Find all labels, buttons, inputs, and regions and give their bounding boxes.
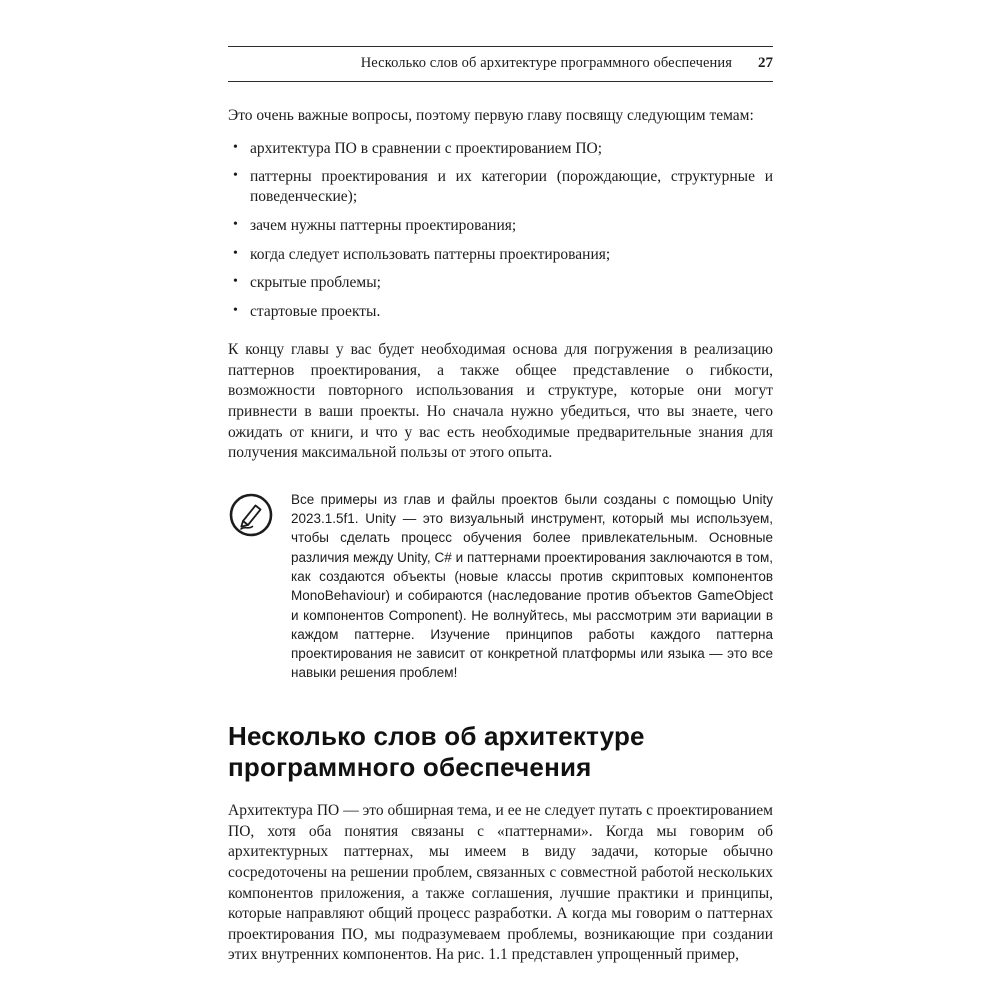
list-item: • паттерны проектирования и их категории (порождающие, структурные и поведенческие); xyxy=(228,167,773,207)
note-text: Все примеры из глав и файлы проектов были созданы с помощью Unity 2023.1.5f1. Unity — это визуальный инструмент, который мы используем, чтобы сделать процесс обучения более привлекательным. Основные различия между Unity, C# и паттернами проектирования заключаются в том, как создаются объекты (новые классы против скриптовых компонентов MonoBehaviour) и собираются (наследование против объектов GameObject и компонентов Component). Не волнуйтесь, мы рассмотрим эти вариации в каждом паттерне. Изучение принципов работы каждого паттерна проектирования не зависит от конкретной платформы или языка — это все навыки решения проблем! xyxy=(291,491,773,681)
section-heading: Несколько слов об архитектуре программного обеспечения xyxy=(228,720,645,783)
page-number: 27 xyxy=(758,55,773,71)
topic-list xyxy=(228,139,773,322)
list-item: • стартовые проекты. xyxy=(228,302,773,322)
list-item: • архитектура ПО в сравнении с проектированием ПО; xyxy=(228,139,773,159)
page-header xyxy=(228,46,773,82)
intro-paragraph: Это очень важные вопросы, поэтому первую главу посвящу следующим темам: xyxy=(228,107,754,124)
list-item: • зачем нужны паттерны проектирования; xyxy=(228,216,773,236)
page-content xyxy=(228,46,773,966)
pencil-note-icon xyxy=(228,492,274,543)
body-paragraph: Архитектура ПО — это обширная тема, и ее не следует путать с проектированием ПО, хотя оба понятия связаны с «паттернами». Когда мы говорим об архитектурных паттернах, мы имеем в виду задачи, которые обычно сосредоточены на решении проблем, связанных с совместной работой нескольких компонентов приложения, а также соглашения, лучшие практики и принципы, которые направляют общий процесс разработки. А когда мы говорим о паттернах проектирования ПО, мы подразумеваем проблемы, возникающие при создании этих внутренних компонентов. На рис. 1.1 представлен упрощенный пример, xyxy=(228,802,773,964)
note-box xyxy=(228,490,773,683)
list-item: • скрытые проблемы; xyxy=(228,273,773,293)
running-head-title: Несколько слов об архитектуре программного обеспечения xyxy=(360,55,732,71)
body-paragraph: К концу главы у вас будет необходимая основа для погружения в реализацию паттернов проектирования, а также общее представление о гибкости, возможности повторного использования и структуре, которые они могут привнести в ваши проекты. Но сначала нужно убедиться, что вы знаете, чего ожидать от книги, и что у вас есть необходимые предварительные знания для получения максимальной пользы от этого опыта. xyxy=(228,341,773,462)
list-item: • когда следует использовать паттерны проектирования; xyxy=(228,245,773,265)
